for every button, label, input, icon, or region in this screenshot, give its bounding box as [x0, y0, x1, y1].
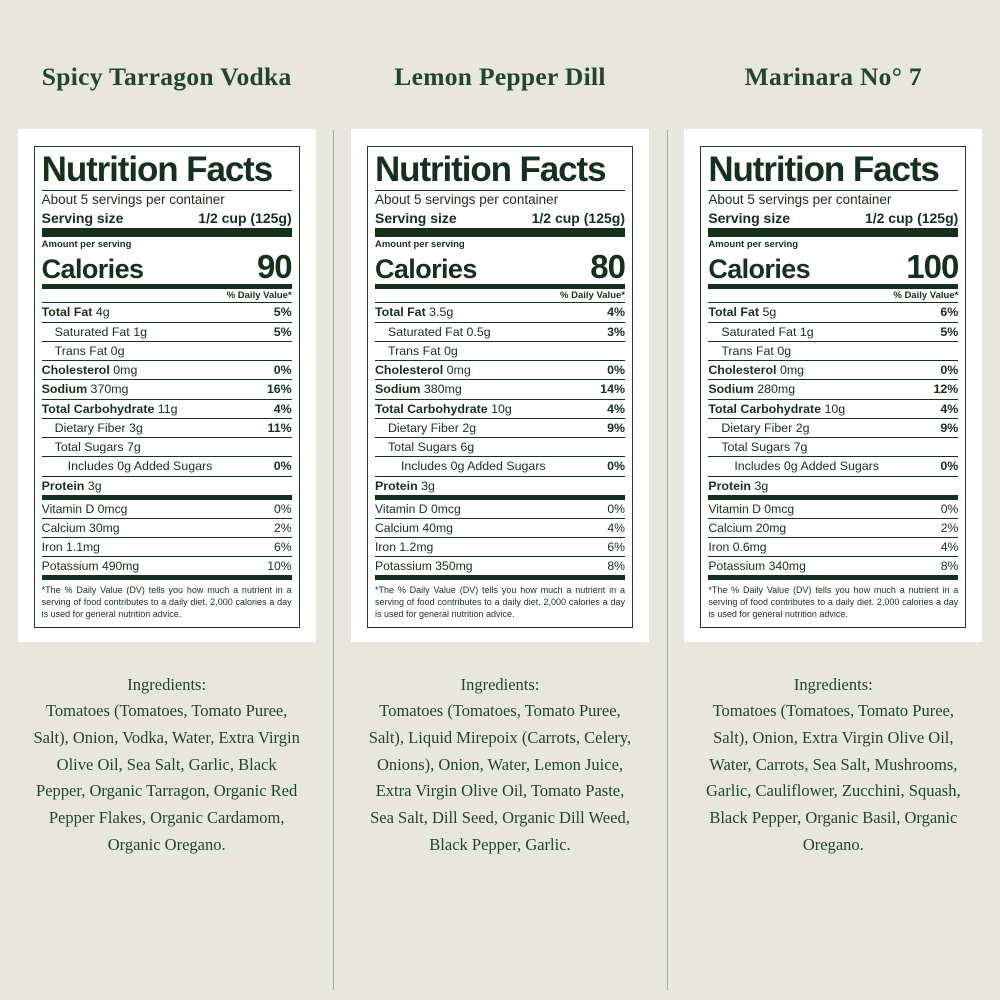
product-title: Lemon Pepper Dill	[394, 62, 606, 91]
vitamin-row	[42, 518, 292, 537]
daily-value-footnote: *The % Daily Value (DV) tells you how much a nutrient in a serving of food contributes to a daily diet. 2,000 calories a day is used for general nutrition advice.	[41, 585, 292, 620]
nutrient-label: Total Sugars	[721, 440, 791, 455]
nutrient-row	[42, 399, 292, 418]
vitamin-daily-value: 0%	[940, 501, 959, 516]
nutrient-name	[708, 382, 795, 396]
calories-row	[42, 250, 292, 284]
rule-thick-top	[375, 228, 625, 237]
nutrient-name	[708, 325, 813, 339]
vitamin-daily-value: 2%	[940, 520, 959, 535]
nutrient-label: Total Carbohydrate	[374, 401, 488, 416]
nutrient-daily-value: 5%	[940, 324, 959, 339]
nutrient-name	[375, 459, 546, 473]
nutrient-amount: 3g	[421, 478, 435, 493]
serving-size-row	[375, 209, 625, 228]
nutrient-row	[375, 456, 625, 475]
vitamin-daily-value: 8%	[607, 559, 625, 574]
vitamin-row	[708, 537, 958, 556]
nutrient-row	[375, 437, 625, 456]
nutrient-label: Saturated Fat	[387, 324, 464, 339]
calories-value: 90	[256, 248, 292, 286]
nutrient-row	[708, 418, 958, 437]
nutrient-amount: 2g	[795, 420, 810, 435]
nutrient-row	[375, 476, 625, 495]
ingredients-block	[364, 672, 636, 859]
nutrient-row	[708, 399, 958, 418]
nutrient-amount: 0mg	[779, 363, 805, 378]
nutrient-name	[708, 402, 845, 416]
nutrient-name	[375, 305, 453, 319]
nutrient-row	[375, 302, 625, 321]
daily-value-header: % Daily Value*	[893, 290, 959, 302]
vitamin-daily-value: 0%	[274, 501, 292, 516]
nutrient-label: Sodium	[374, 382, 421, 397]
ingredients-text: Tomatoes (Tomatoes, Tomato Puree, Salt), Onion, Vodka, Water, Extra Virgin Olive Oil, Sea Salt, Garlic, Black Pepper, Organic Tarragon, Organic Red Pepper Flakes, Organic Cardamom, Organic Oregano.	[33, 701, 300, 854]
nutrient-amount: 3g	[754, 478, 769, 493]
vitamin-daily-value: 4%	[940, 540, 959, 555]
nutrient-daily-value: 9%	[607, 420, 625, 435]
nutrient-daily-value: 4%	[607, 305, 625, 320]
nutrient-amount: 10g	[491, 401, 512, 416]
nutrient-row	[375, 399, 625, 418]
nutrient-daily-value: 11%	[267, 420, 292, 435]
nutrient-label: Saturated Fat	[54, 324, 130, 339]
daily-value-header: % Daily Value*	[226, 290, 292, 302]
column-divider	[333, 130, 334, 990]
serving-size-row	[42, 209, 292, 228]
vitamin-daily-value: 2%	[274, 520, 292, 535]
nutrient-label: Includes 0g Added Sugars	[400, 459, 546, 474]
nutrient-amount: 1g	[799, 324, 814, 339]
nutrient-name	[375, 402, 512, 416]
vitamin-row	[42, 556, 292, 575]
vitamin-rows	[42, 500, 292, 575]
vitamin-name: Vitamin D 0mcg	[374, 501, 461, 516]
nutrient-amount: 0g	[110, 343, 125, 358]
servings-per-container: About 5 servings per container	[41, 192, 225, 208]
vitamin-row	[708, 500, 958, 518]
nutrient-label: Protein	[41, 478, 85, 493]
vitamin-row	[375, 537, 625, 556]
nutrient-name	[708, 305, 776, 319]
nutrient-amount: 0.5g	[466, 324, 491, 339]
nutrient-name	[42, 459, 213, 473]
nutrient-amount: 7g	[793, 440, 808, 455]
nutrient-row	[42, 360, 292, 379]
nutrient-amount: 7g	[126, 440, 141, 455]
nutrient-daily-value: 6%	[940, 305, 959, 320]
nutrient-name	[42, 305, 110, 319]
nutrient-row	[375, 418, 625, 437]
nutrient-rows	[708, 302, 958, 495]
nutrition-facts-panel	[700, 146, 966, 628]
nutrient-row	[708, 341, 958, 360]
nutrient-name	[375, 325, 491, 339]
servings-per-container: About 5 servings per container	[708, 192, 892, 208]
nutrient-name	[375, 440, 474, 454]
amount-per-serving-label: Amount per serving	[41, 239, 132, 251]
vitamin-row	[42, 537, 292, 556]
nutrient-name	[375, 421, 476, 435]
nutrient-rows	[42, 302, 292, 495]
vitamin-daily-value: 10%	[267, 559, 292, 574]
nutrient-label: Protein	[374, 478, 418, 493]
nutrient-name	[42, 363, 138, 377]
product-column	[0, 0, 333, 1000]
nutrition-facts-heading: Nutrition Facts	[708, 150, 939, 189]
nutrient-row	[42, 341, 292, 360]
nutrient-name	[42, 440, 141, 454]
nutrient-daily-value: 16%	[266, 382, 292, 397]
nutrient-name	[42, 325, 147, 339]
nutrient-label: Saturated Fat	[721, 324, 797, 339]
nutrient-daily-value: 0%	[940, 459, 959, 474]
nutrient-row	[42, 302, 292, 321]
ingredients-block	[697, 672, 969, 859]
vitamin-name: Vitamin D 0mcg	[708, 501, 795, 516]
ingredients-text: Tomatoes (Tomatoes, Tomato Puree, Salt), Liquid Mirepoix (Carrots, Celery, Onions), Onion, Water, Lemon Juice, Extra Virgin Olive Oil, Tomato Paste, Sea Salt, Dill Seed, Organic Dill Weed, Black Pepper, Garlic.	[368, 701, 632, 854]
nutrient-amount: 370mg	[90, 382, 129, 397]
vitamin-name: Iron 1.1mg	[41, 540, 100, 555]
vitamin-daily-value: 6%	[607, 540, 625, 555]
calories-label: Calories	[41, 253, 144, 284]
nutrient-amount: 2g	[462, 420, 477, 435]
vitamin-rows	[375, 500, 625, 575]
nutrient-label: Cholesterol	[41, 363, 110, 378]
vitamin-name: Potassium 350mg	[374, 559, 473, 574]
nutrient-label: Dietary Fiber	[54, 420, 126, 435]
ingredients-block	[31, 672, 303, 859]
vitamin-name: Potassium 490mg	[41, 559, 140, 574]
nutrient-label: Total Fat	[41, 305, 93, 320]
product-title: Marinara No° 7	[744, 62, 922, 91]
vitamin-name: Calcium 30mg	[41, 520, 120, 535]
column-divider	[667, 130, 668, 990]
vitamin-daily-value: 8%	[940, 559, 959, 574]
nutrient-name	[708, 459, 879, 473]
nutrient-daily-value: 5%	[273, 324, 292, 339]
nutrient-label: Trans Fat	[54, 343, 108, 358]
nutrient-amount: 6g	[460, 440, 475, 455]
vitamin-name: Iron 0.6mg	[708, 540, 767, 555]
nutrient-row	[42, 379, 292, 398]
vitamin-daily-value: 4%	[607, 520, 625, 535]
nutrient-label: Sodium	[41, 382, 88, 397]
nutrient-name	[42, 402, 178, 416]
nutrient-row	[375, 360, 625, 379]
nutrient-name	[708, 363, 804, 377]
nutrient-row	[42, 456, 292, 475]
serving-size-value: 1/2 cup (125g)	[864, 210, 959, 227]
vitamin-row	[375, 500, 625, 518]
nutrient-daily-value: 12%	[933, 382, 959, 397]
daily-value-footnote: *The % Daily Value (DV) tells you how much a nutrient in a serving of food contributes to a daily diet. 2,000 calories a day is used for general nutrition advice.	[374, 585, 625, 620]
nutrient-name	[375, 344, 458, 358]
daily-value-header: % Daily Value*	[560, 290, 625, 302]
nutrition-facts-heading: Nutrition Facts	[374, 150, 606, 189]
nutrient-row	[42, 322, 292, 341]
nutrient-daily-value: 4%	[607, 401, 625, 416]
vitamin-row	[375, 556, 625, 575]
nutrient-amount: 380mg	[423, 382, 462, 397]
nutrition-facts-panel	[34, 146, 300, 628]
calories-label: Calories	[708, 253, 811, 284]
nutrient-label: Total Sugars	[387, 440, 457, 455]
nutrient-row	[375, 379, 625, 398]
servings-per-container: About 5 servings per container	[374, 192, 559, 208]
nutrient-label: Total Fat	[374, 305, 426, 320]
vitamin-name: Vitamin D 0mcg	[41, 501, 128, 516]
serving-size-label: Serving size	[374, 210, 457, 227]
nutrient-amount: 0g	[777, 343, 792, 358]
nutrient-row	[375, 341, 625, 360]
nutrient-daily-value: 0%	[607, 363, 625, 378]
vitamin-rows	[708, 500, 958, 575]
nutrient-label: Trans Fat	[387, 343, 441, 358]
ingredients-label: Ingredients:	[460, 674, 540, 694]
nutrient-amount: 0mg	[113, 363, 138, 378]
nutrient-daily-value: 14%	[600, 382, 625, 397]
calories-label: Calories	[374, 253, 477, 284]
product-column	[333, 0, 666, 1000]
nutrient-name	[375, 363, 471, 377]
product-title: Spicy Tarragon Vodka	[41, 62, 292, 91]
nutrient-label: Total Fat	[708, 305, 760, 320]
nutrition-label-card	[18, 129, 316, 642]
nutrient-amount: 0mg	[446, 363, 471, 378]
calories-row	[708, 250, 958, 284]
daily-value-footnote: *The % Daily Value (DV) tells you how much a nutrient in a serving of food contributes to a daily diet. 2,000 calories a day is used for general nutrition advice.	[708, 585, 959, 620]
ingredients-text: Tomatoes (Tomatoes, Tomato Puree, Salt), Onion, Extra Virgin Olive Oil, Water, Carrots, Sea Salt, Mushrooms, Garlic, Cauliflower, Zucchini, Squash, Black Pepper, Organic Basil, Organic Oregano.	[706, 701, 961, 854]
ingredients-label: Ingredients:	[127, 674, 207, 694]
rule-thick-top	[42, 228, 292, 237]
amount-per-serving-label: Amount per serving	[374, 239, 465, 251]
nutrient-name	[42, 479, 102, 493]
nutrient-amount: 1g	[133, 324, 147, 339]
nutrient-daily-value: 4%	[940, 401, 959, 416]
nutrient-name	[708, 344, 791, 358]
nutrient-row	[708, 379, 958, 398]
nutrition-facts-panel	[367, 146, 633, 628]
product-column	[667, 0, 1000, 1000]
nutrient-row	[708, 476, 958, 495]
calories-row	[375, 250, 625, 284]
vitamin-row	[708, 518, 958, 537]
vitamin-name: Calcium 40mg	[374, 520, 453, 535]
vitamin-name: Potassium 340mg	[708, 559, 806, 574]
serving-size-label: Serving size	[41, 210, 124, 227]
vitamin-name: Calcium 20mg	[708, 520, 787, 535]
vitamin-name: Iron 1.2mg	[374, 540, 434, 555]
vitamin-row	[375, 518, 625, 537]
nutrient-amount: 280mg	[757, 382, 796, 397]
vitamin-daily-value: 6%	[274, 540, 292, 555]
serving-size-value: 1/2 cup (125g)	[531, 210, 625, 227]
calories-value: 100	[906, 248, 959, 286]
nutrient-row	[708, 302, 958, 321]
serving-size-value: 1/2 cup (125g)	[198, 210, 292, 227]
nutrient-label: Trans Fat	[721, 343, 774, 358]
nutrient-name	[375, 382, 462, 396]
nutrient-daily-value: 0%	[940, 363, 959, 378]
ingredients-label: Ingredients:	[793, 674, 873, 694]
rule-thick-top	[708, 228, 958, 237]
nutrient-name	[375, 479, 435, 493]
nutrient-daily-value: 5%	[273, 305, 292, 320]
nutrient-amount: 3.5g	[429, 305, 454, 320]
nutrient-label: Includes 0g Added Sugars	[67, 459, 213, 474]
nutrient-label: Sodium	[708, 382, 754, 397]
nutrient-label: Cholesterol	[374, 363, 444, 378]
nutrient-row	[708, 322, 958, 341]
nutrient-row	[42, 437, 292, 456]
nutrition-facts-heading: Nutrition Facts	[41, 150, 273, 189]
nutrient-row	[708, 360, 958, 379]
nutrient-row	[708, 456, 958, 475]
nutrient-name	[42, 382, 129, 396]
serving-size-label: Serving size	[708, 210, 791, 227]
amount-per-serving-label: Amount per serving	[708, 239, 799, 251]
vitamin-daily-value: 0%	[607, 501, 625, 516]
serving-size-row	[708, 209, 958, 228]
nutrient-amount: 11g	[157, 401, 178, 416]
nutrient-daily-value: 4%	[273, 401, 292, 416]
nutrient-label: Dietary Fiber	[721, 420, 793, 435]
nutrient-daily-value: 0%	[273, 363, 292, 378]
nutrient-rows	[375, 302, 625, 495]
calories-value: 80	[590, 248, 625, 286]
vitamin-row	[42, 500, 292, 518]
nutrient-amount: 4g	[95, 305, 110, 320]
nutrient-amount: 10g	[824, 401, 846, 416]
nutrient-row	[708, 437, 958, 456]
nutrient-amount: 3g	[87, 478, 102, 493]
nutrient-daily-value: 0%	[273, 459, 292, 474]
nutrient-row	[42, 476, 292, 495]
nutrient-label: Includes 0g Added Sugars	[734, 459, 879, 474]
nutrient-name	[708, 421, 809, 435]
nutrient-label: Dietary Fiber	[387, 420, 459, 435]
nutrient-label: Total Sugars	[54, 440, 124, 455]
nutrient-label: Total Carbohydrate	[41, 401, 155, 416]
nutrition-label-card	[684, 129, 982, 642]
nutrient-name	[708, 479, 768, 493]
nutrient-amount: 3g	[129, 420, 143, 435]
nutrient-row	[42, 418, 292, 437]
nutrient-name	[42, 344, 125, 358]
nutrient-label: Total Carbohydrate	[708, 401, 821, 416]
nutrient-daily-value: 9%	[940, 420, 959, 435]
nutrition-label-card	[351, 129, 649, 642]
nutrient-label: Cholesterol	[708, 363, 777, 378]
nutrient-amount: 5g	[762, 305, 777, 320]
nutrient-daily-value: 0%	[607, 459, 625, 474]
nutrient-daily-value: 3%	[607, 324, 625, 339]
nutrient-name	[42, 421, 143, 435]
nutrient-name	[708, 440, 807, 454]
nutrient-label: Protein	[708, 478, 751, 493]
vitamin-row	[708, 556, 958, 575]
nutrient-amount: 0g	[444, 343, 458, 358]
nutrient-row	[375, 322, 625, 341]
